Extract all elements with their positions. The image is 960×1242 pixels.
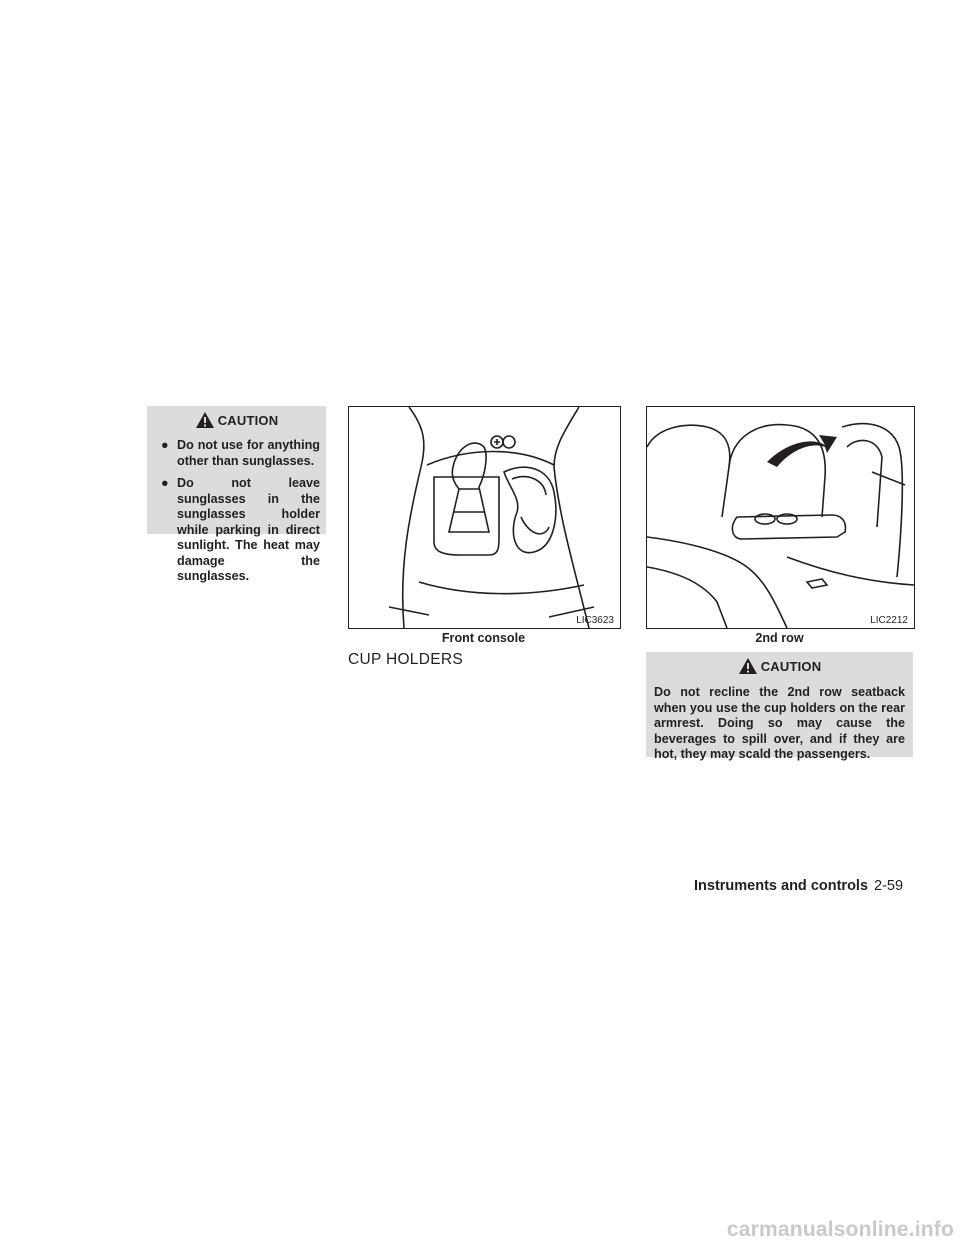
- bullet-text: Do not use for anything other than sunglasses.: [177, 438, 320, 468]
- caution-bullet: [161, 438, 320, 469]
- bullet-marker: ●: [161, 438, 169, 452]
- figure-front-console: [348, 406, 621, 629]
- front-console-illustration: [349, 407, 620, 628]
- footer-page-number: 2-59: [874, 878, 904, 894]
- caution-heading-text: CAUTION: [217, 412, 279, 428]
- section-title-cup-holders: CUP HOLDERS: [348, 651, 463, 668]
- bullet-marker: ●: [161, 476, 169, 490]
- footer-section-name: Instruments and controls: [694, 878, 869, 894]
- caution-box-sunglasses: [147, 406, 326, 583]
- figure-caption-rear: 2nd row: [755, 631, 804, 645]
- caution-body-text: Do not recline the 2nd row seatback when you use the cup holders on the rear armrest. Doing so may cause the beverages to spill over, and if they are hot, they may scald the passengers.: [654, 685, 905, 761]
- figure-code: LIC2212: [870, 615, 908, 626]
- caution-bullet-list: [147, 438, 326, 585]
- figure-code: LIC3623: [576, 615, 614, 626]
- warning-triangle-icon: [195, 411, 215, 429]
- warning-triangle-icon: [738, 657, 758, 675]
- page-footer: [694, 878, 903, 894]
- bullet-text: Do not leave sunglasses in the sunglasses holder while parking in direct sunlight. The heat may damage the sunglasses.: [177, 476, 320, 583]
- caution-bullet: [161, 476, 320, 585]
- caution-heading-text: CAUTION: [760, 658, 822, 674]
- figure-caption-front: Front console: [441, 631, 526, 645]
- caution-box-cup-holders: [646, 652, 913, 761]
- caution-heading: [646, 652, 913, 678]
- caution-heading: [147, 406, 326, 432]
- watermark-text: carmanualsonline.info: [726, 1218, 954, 1241]
- figure-2nd-row: [646, 406, 915, 629]
- rear-seat-illustration: [647, 407, 914, 628]
